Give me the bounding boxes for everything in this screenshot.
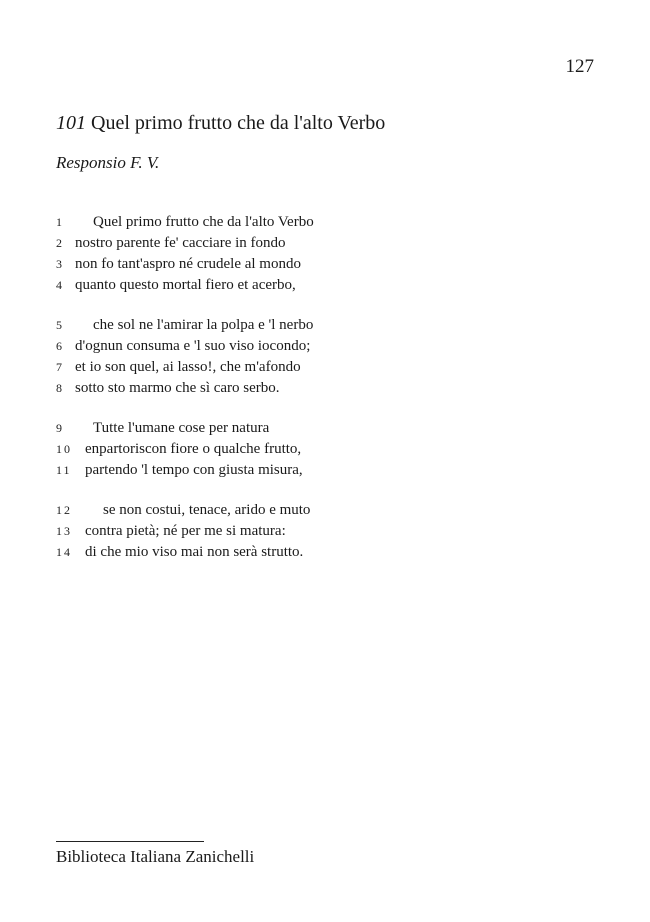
poem-title-text: Quel primo frutto che da l'alto Verbo — [91, 112, 386, 134]
stanza — [56, 500, 596, 563]
verse-line — [56, 336, 596, 357]
poem-number: 101 — [56, 112, 86, 134]
poem-title — [56, 112, 385, 135]
verse-number: 9 — [56, 421, 64, 435]
verse-line — [56, 500, 596, 521]
verse-number: 12 — [56, 503, 72, 517]
page-number: 127 — [565, 56, 594, 77]
responsio-attribution: Responsio F. V. — [56, 153, 160, 172]
verse-text: partendo 'l tempo con giusta misura, — [85, 462, 303, 478]
verse-line — [56, 233, 596, 254]
verse-text: enpartoriscon fiore o qualche frutto, — [85, 441, 302, 457]
verse-number: 11 — [56, 463, 72, 477]
verse-text: se non costui, tenace, arido e muto — [103, 502, 311, 518]
verse-line — [56, 315, 596, 336]
footer-publisher: Biblioteca Italiana Zanichelli — [56, 847, 255, 866]
verse-text: Quel primo frutto che da l'alto Verbo — [93, 214, 314, 230]
stanza — [56, 418, 596, 481]
verse-text: sotto sto marmo che sì caro serbo. — [75, 380, 280, 396]
verse-number: 4 — [56, 278, 64, 292]
verse-number: 6 — [56, 339, 64, 353]
verse-number: 8 — [56, 381, 64, 395]
verse-line — [56, 212, 596, 233]
verse-text: non fo tant'aspro né crudele al mondo — [75, 256, 301, 272]
verse-line — [56, 521, 596, 542]
verse-number: 7 — [56, 360, 64, 374]
verse-number: 1 — [56, 215, 64, 229]
stanza — [56, 315, 596, 399]
verse-line — [56, 254, 596, 275]
verse-text: quanto questo mortal fiero et acerbo, — [75, 277, 296, 293]
verse-line — [56, 418, 596, 439]
verse-line — [56, 542, 596, 563]
verse-text: contra pietà; né per me si matura: — [85, 523, 286, 539]
verse-line — [56, 357, 596, 378]
verse-text: d'ognun consuma e 'l suo viso iocondo; — [75, 338, 311, 354]
verse-number: 14 — [56, 545, 72, 559]
verse-line — [56, 460, 596, 481]
verse-number: 3 — [56, 257, 64, 271]
verse-line — [56, 439, 596, 460]
footer-divider — [56, 841, 204, 842]
verse-number: 10 — [56, 442, 72, 456]
poem-body — [56, 212, 596, 582]
verse-text: et io son quel, ai lasso!, che m'afondo — [75, 359, 301, 375]
verse-text: che sol ne l'amirar la polpa e 'l nerbo — [93, 317, 314, 333]
verse-number: 13 — [56, 524, 72, 538]
verse-text: di che mio viso mai non serà strutto. — [85, 544, 304, 560]
verse-text: Tutte l'umane cose per natura — [93, 420, 270, 436]
verse-line — [56, 275, 596, 296]
verse-number: 2 — [56, 236, 64, 250]
verse-text: nostro parente fe' cacciare in fondo — [75, 235, 286, 251]
verse-line — [56, 378, 596, 399]
stanza — [56, 212, 596, 296]
verse-number: 5 — [56, 318, 64, 332]
